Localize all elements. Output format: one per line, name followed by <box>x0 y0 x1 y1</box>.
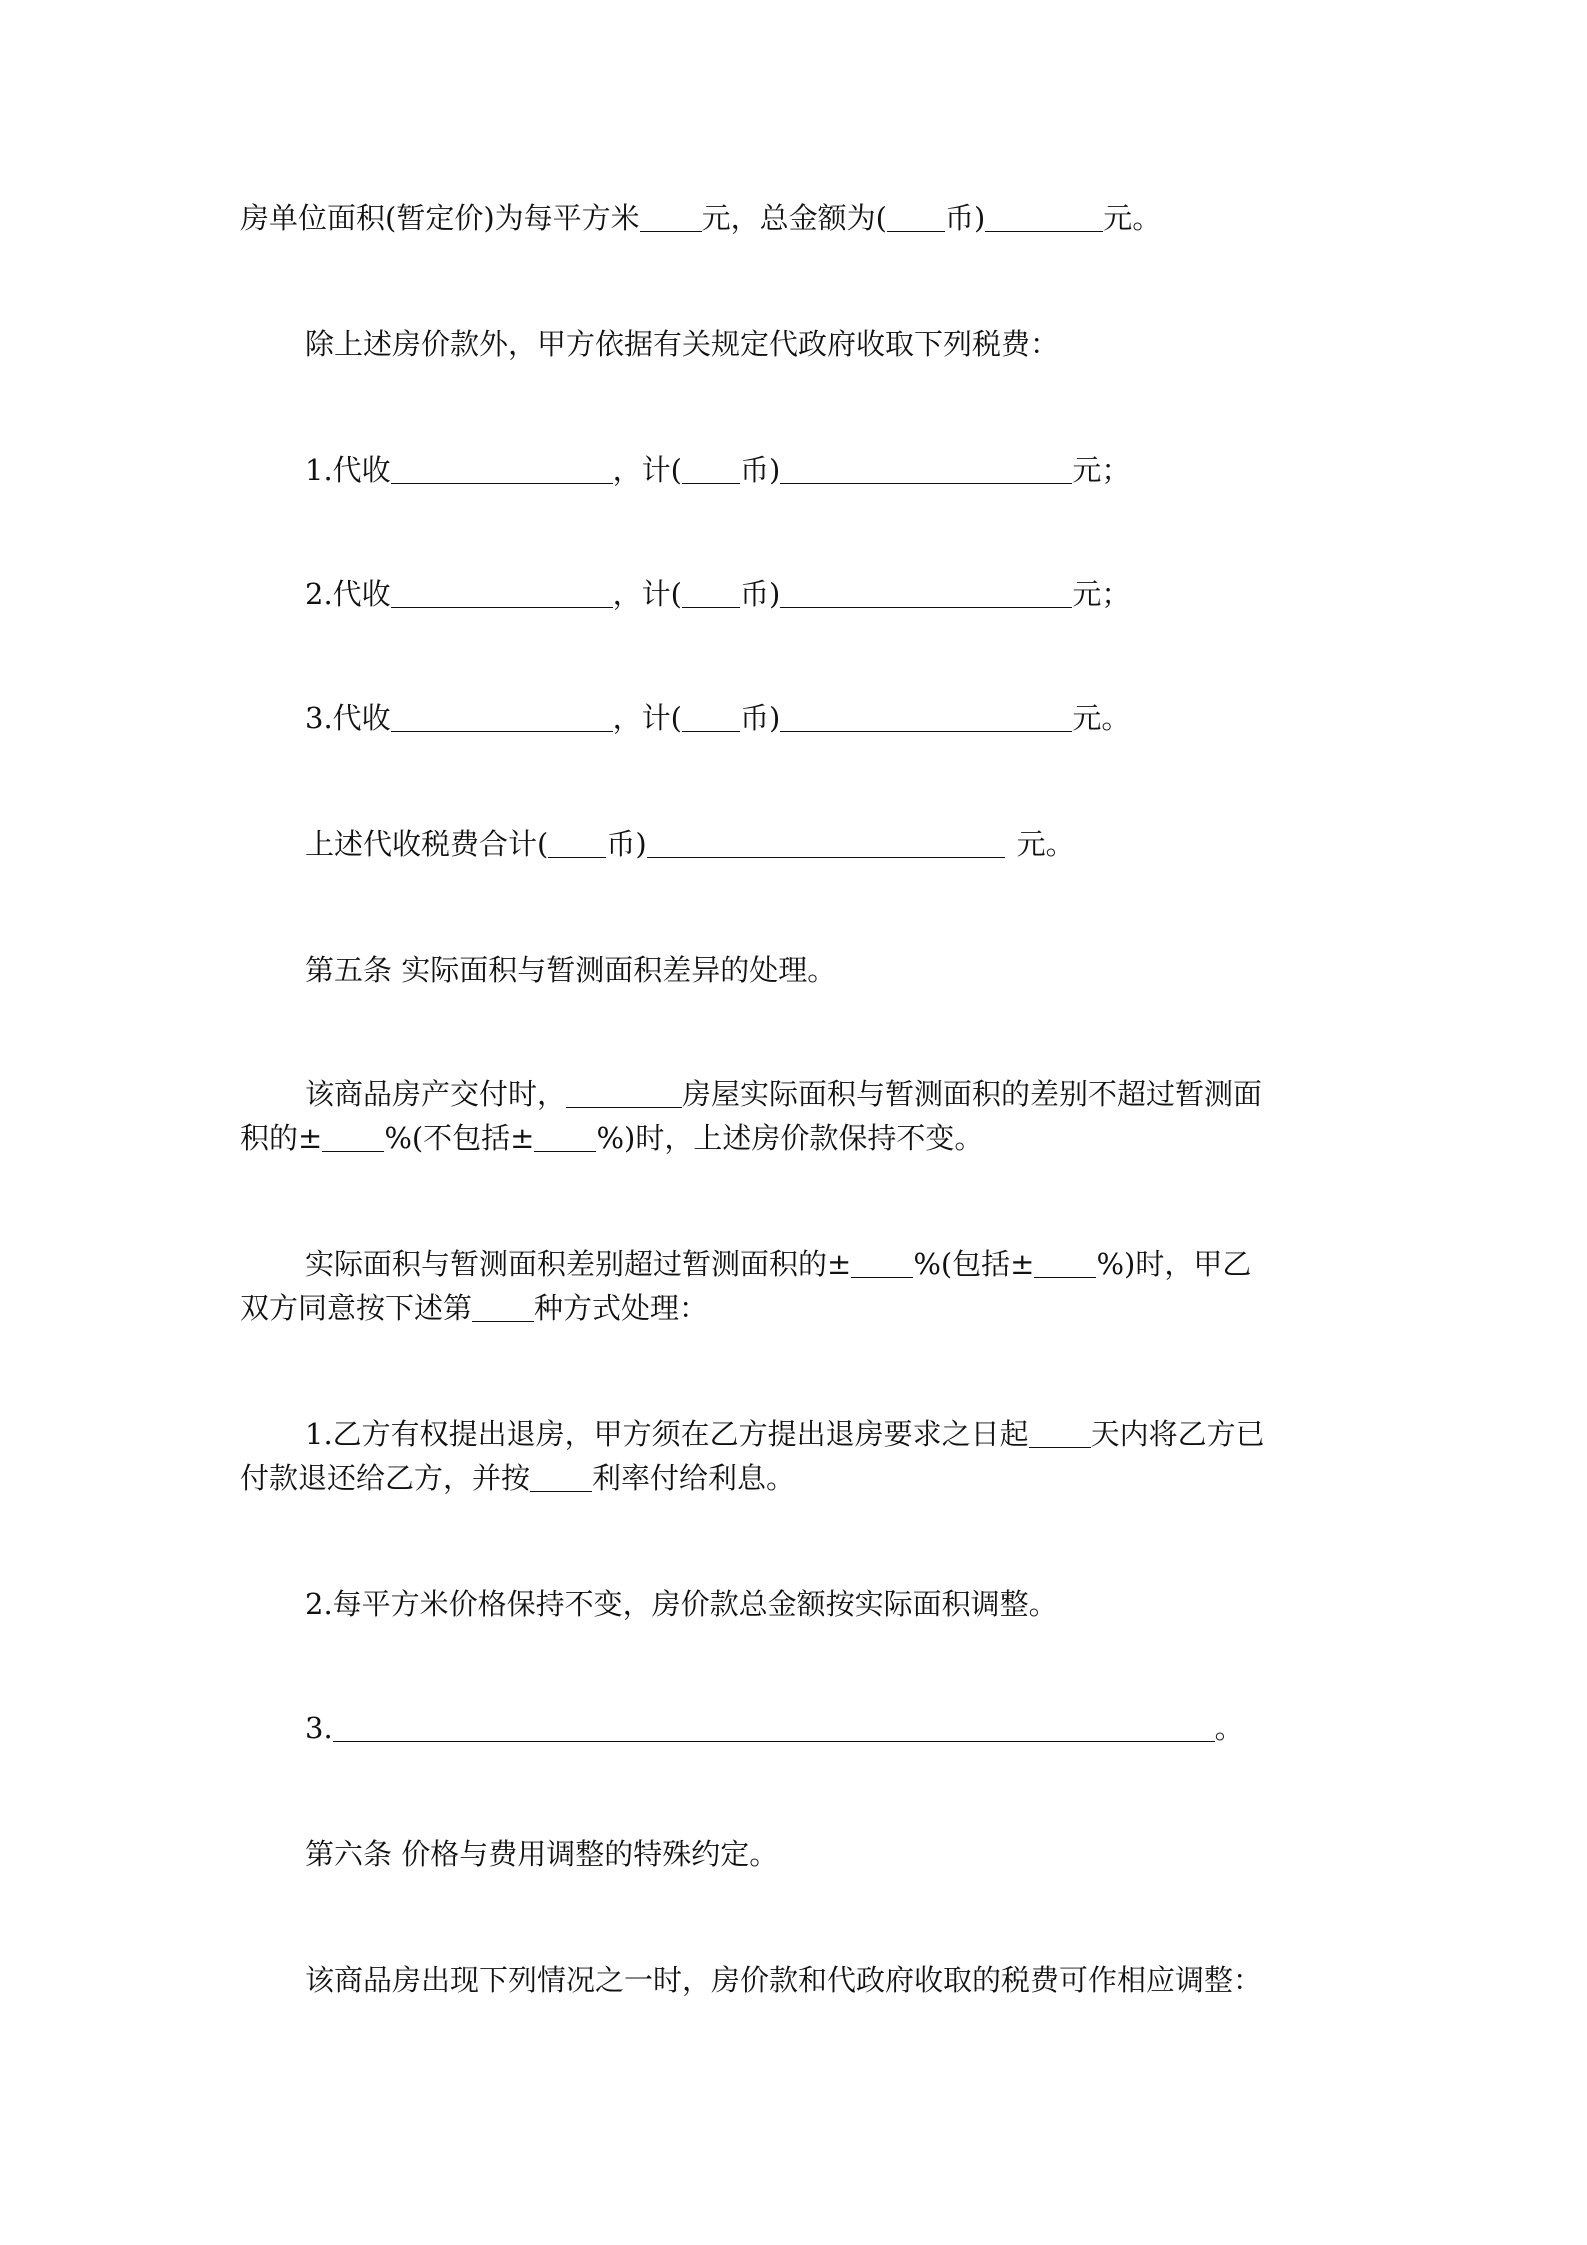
tax-total-paragraph: 上述代收税费合计( 币) 元。 <box>305 827 1075 861</box>
article-5-para1-line1: 该商品房产交付时， 房屋实际面积与暂测面积的差别不超过暂测面 <box>305 1077 1263 1111</box>
blank-tax-amount-2[interactable] <box>780 577 1072 608</box>
article-6-heading: 第六条 价格与费用调整的特殊约定。 <box>305 1837 779 1871</box>
option-1-line2: 付款退还给乙方，并按 利率付给利息。 <box>240 1461 796 1495</box>
tax-item-1: 1.代收 ，计( 币) 元； <box>305 453 1131 487</box>
blank-total-amount[interactable] <box>985 201 1103 232</box>
blank-method-number[interactable] <box>472 1291 534 1322</box>
article-5-heading: 第五条 实际面积与暂测面积差异的处理。 <box>305 953 837 987</box>
blank-option-3[interactable] <box>333 1711 1215 1742</box>
blank-unit-price[interactable] <box>640 201 702 232</box>
tax-item-2: 2.代收 ，计( 币) 元； <box>305 577 1131 611</box>
blank-tax-name-3[interactable] <box>391 701 613 732</box>
blank-tax-total[interactable] <box>647 827 1005 858</box>
article-5-para2-line1: 实际面积与暂测面积差别超过暂测面积的± %(包括± %)时，甲乙 <box>305 1247 1252 1281</box>
blank-percent-b[interactable] <box>534 1121 596 1152</box>
blank-percent-a[interactable] <box>322 1121 384 1152</box>
article-5-para1-line2: 积的± %(不包括± %)时，上述房价款保持不变。 <box>240 1121 984 1155</box>
option-1-line1: 1.乙方有权提出退房，甲方须在乙方提出退房要求之日起 天内将乙方已 <box>305 1417 1265 1451</box>
blank-percent-d[interactable] <box>1034 1247 1096 1278</box>
price-paragraph: 房单位面积(暂定价)为每平方米 元，总金额为( 币) 元。 <box>240 201 1162 235</box>
blank-percent-c[interactable] <box>851 1247 913 1278</box>
blank-currency-1[interactable] <box>682 453 740 484</box>
option-2: 2.每平方米价格保持不变，房价款总金额按实际面积调整。 <box>305 1587 1058 1621</box>
blank-currency-2[interactable] <box>682 577 740 608</box>
tax-item-3: 3.代收 ，计( 币) 元。 <box>305 701 1131 735</box>
blank-tax-amount-1[interactable] <box>780 453 1072 484</box>
blank-refund-days[interactable] <box>1029 1417 1091 1448</box>
option-3: 3. 。 <box>305 1711 1244 1745</box>
blank-tax-amount-3[interactable] <box>780 701 1072 732</box>
tax-intro-paragraph: 除上述房价款外，甲方依据有关规定代政府收取下列税费： <box>305 327 1060 361</box>
blank-currency-3[interactable] <box>682 701 740 732</box>
article-6-para1: 该商品房出现下列情况之一时，房价款和代政府收取的税费可作相应调整： <box>305 1963 1263 1997</box>
blank-tax-name-1[interactable] <box>391 453 613 484</box>
blank-currency-total[interactable] <box>548 827 606 858</box>
article-5-para2-line2: 双方同意按下述第 种方式处理： <box>240 1291 709 1325</box>
blank-house-name[interactable] <box>566 1077 682 1108</box>
blank-currency[interactable] <box>887 201 945 232</box>
blank-interest-rate[interactable] <box>530 1461 592 1492</box>
blank-tax-name-2[interactable] <box>391 577 613 608</box>
